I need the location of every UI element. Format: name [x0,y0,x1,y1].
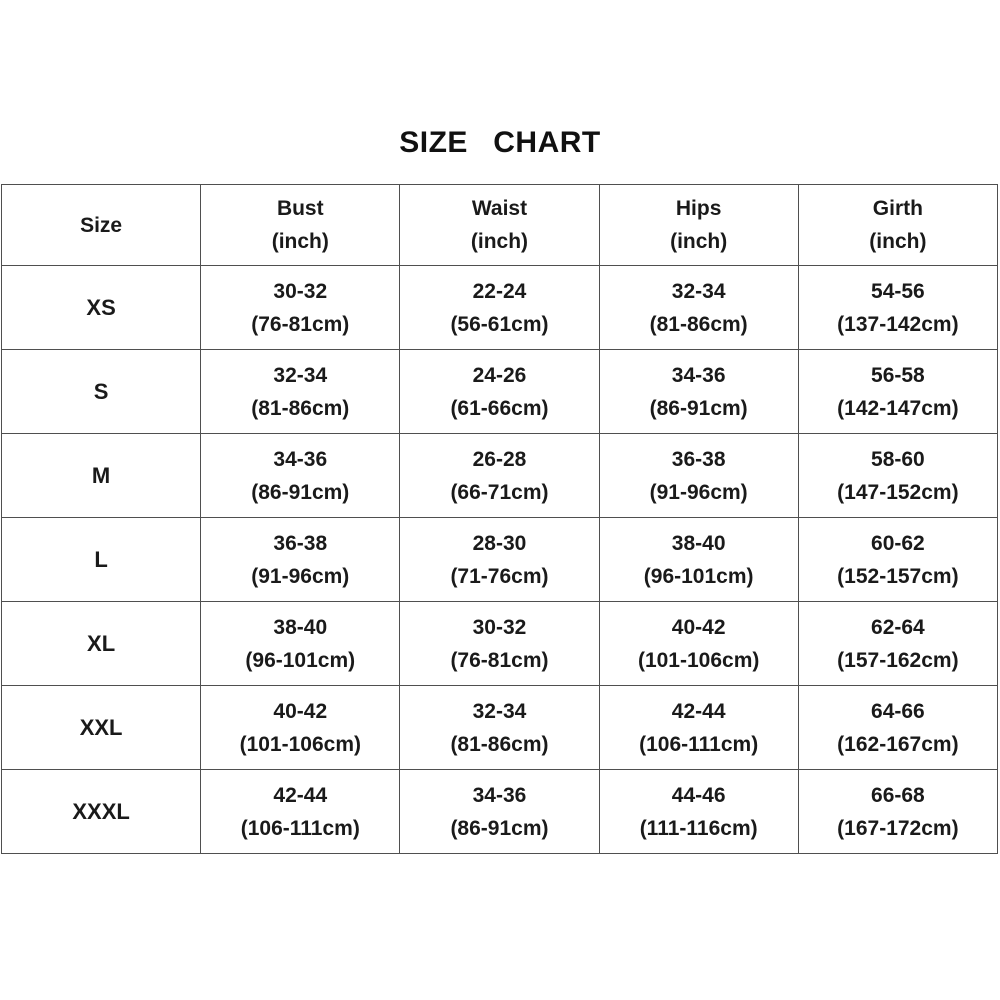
column-header-label: Girth [872,197,923,220]
waist-cell [400,686,599,770]
measurement-inch: 38-40 [671,531,726,555]
bust-cell [201,686,400,770]
measurement-inch: 36-38 [273,531,328,555]
girth-cell [798,770,997,854]
waist-cell [400,602,599,686]
hips-cell [599,518,798,602]
hips-cell [599,602,798,686]
measurement-inch: 32-34 [671,279,726,303]
girth-cell [798,350,997,434]
hips-cell [599,350,798,434]
column-header-bust [201,185,400,266]
measurement-cm: (96-101cm) [245,648,356,672]
measurement-inch: 40-42 [273,699,328,723]
waist-cell [400,266,599,350]
measurement-inch: 38-40 [273,615,328,639]
measurement-inch: 40-42 [671,615,726,639]
column-header-waist [400,185,599,266]
size-label: XXXL [2,770,201,854]
measurement-cm: (142-147cm) [837,396,959,420]
measurement-cm: (162-167cm) [837,732,959,756]
measurement-inch: 22-24 [472,279,527,303]
girth-cell [798,266,997,350]
bust-cell [201,770,400,854]
table-row [2,350,998,434]
girth-cell [798,434,997,518]
measurement-inch: 60-62 [871,531,925,555]
table-row [2,434,998,518]
waist-cell [400,350,599,434]
table-row [2,770,998,854]
measurement-inch: 66-68 [871,783,925,807]
bust-cell [201,266,400,350]
measurement-cm: (111-116cm) [639,816,758,840]
measurement-inch: 44-46 [671,783,726,807]
waist-cell [400,518,599,602]
waist-cell [400,434,599,518]
column-header-girth [798,185,997,266]
column-header-unit: (inch) [869,230,927,253]
waist-cell [400,770,599,854]
measurement-cm: (86-91cm) [450,816,549,840]
measurement-inch: 34-36 [671,363,726,387]
measurement-inch: 34-36 [472,783,527,807]
column-header-label: Bust [276,197,324,220]
size-label: XS [2,266,201,350]
girth-cell [798,602,997,686]
measurement-inch: 36-38 [671,447,726,471]
measurement-cm: (66-71cm) [450,480,549,504]
measurement-cm: (152-157cm) [837,564,959,588]
column-header-label: Hips [675,197,722,220]
measurement-cm: (76-81cm) [450,648,549,672]
size-label: S [2,350,201,434]
table-body [2,266,998,854]
measurement-inch: 56-58 [871,363,925,387]
measurement-inch: 30-32 [273,279,328,303]
measurement-cm: (91-96cm) [251,564,350,588]
measurement-cm: (167-172cm) [837,816,959,840]
bust-cell [201,602,400,686]
measurement-cm: (86-91cm) [251,480,350,504]
measurement-cm: (106-111cm) [240,816,360,840]
measurement-inch: 26-28 [472,447,527,471]
hips-cell [599,770,798,854]
measurement-inch: 54-56 [871,279,925,303]
header-row [2,185,998,266]
measurement-inch: 58-60 [871,447,925,471]
measurement-cm: (96-101cm) [643,564,754,588]
measurement-cm: (101-106cm) [239,732,361,756]
page-title: SIZE CHART [399,126,601,159]
column-header-label: Waist [471,197,528,220]
measurement-inch: 24-26 [472,363,527,387]
measurement-cm: (76-81cm) [251,312,350,336]
bust-cell [201,434,400,518]
measurement-cm: (157-162cm) [837,648,959,672]
size-label: L [2,518,201,602]
measurement-cm: (137-142cm) [837,312,959,336]
column-header-unit: (inch) [670,230,728,253]
column-header-unit: (inch) [470,230,529,253]
measurement-inch: 34-36 [273,447,328,471]
measurement-cm: (147-152cm) [837,480,959,504]
size-label: XL [2,602,201,686]
table-row [2,518,998,602]
measurement-inch: 42-44 [671,699,726,723]
hips-cell [599,434,798,518]
size-label: M [2,434,201,518]
measurement-cm: (61-66cm) [450,396,549,420]
measurement-cm: (56-61cm) [450,312,549,336]
measurement-cm: (101-106cm) [637,648,760,672]
measurement-inch: 28-30 [472,531,527,555]
measurement-cm: (81-86cm) [251,396,350,420]
measurement-cm: (91-96cm) [649,480,748,504]
hips-cell [599,266,798,350]
table-row [2,686,998,770]
bust-cell [201,350,400,434]
measurement-cm: (106-111cm) [639,732,759,756]
measurement-inch: 62-64 [871,615,925,639]
column-header-hips [599,185,798,266]
hips-cell [599,686,798,770]
column-header-size [2,185,201,266]
table-row [2,602,998,686]
measurement-inch: 32-34 [472,699,527,723]
measurement-inch: 30-32 [472,615,527,639]
measurement-inch: 64-66 [871,699,925,723]
girth-cell [798,686,997,770]
measurement-cm: (81-86cm) [450,732,549,756]
column-header-label: Size [80,213,123,237]
measurement-inch: 32-34 [273,363,328,387]
size-chart-table [1,184,998,854]
bust-cell [201,518,400,602]
measurement-cm: (81-86cm) [649,312,748,336]
table-row [2,266,998,350]
table-header [2,185,998,266]
measurement-cm: (71-76cm) [450,564,549,588]
girth-cell [798,518,997,602]
measurement-cm: (86-91cm) [649,396,748,420]
measurement-inch: 42-44 [273,783,328,807]
size-label: XXL [2,686,201,770]
column-header-unit: (inch) [271,230,329,253]
